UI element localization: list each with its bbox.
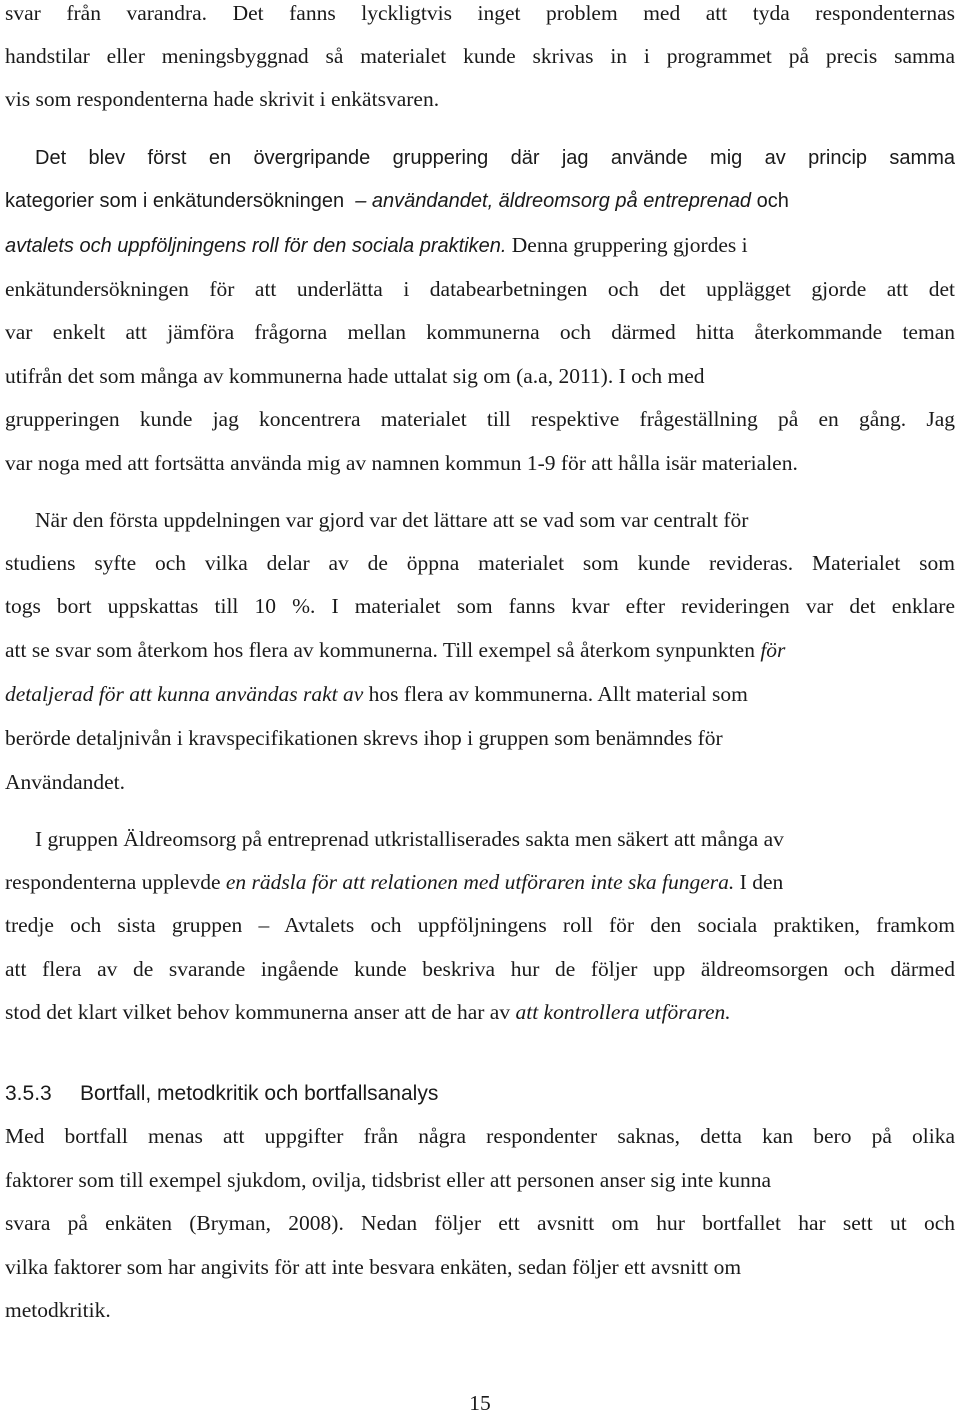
text-line: svara på enkäten (Bryman, 2008). Nedan följer ett avsnitt om hur bortfallet har sett ut och bbox=[5, 1211, 955, 1235]
text-line bbox=[5, 231, 955, 260]
text-line: vilka faktorer som har angivits för att inte besvara enkäten, sedan följer ett avsnitt om bbox=[5, 1255, 742, 1279]
emphasis: för bbox=[760, 638, 786, 662]
page-number: 15 bbox=[469, 1391, 491, 1415]
text-line: berörde detaljnivån i kravspecifikationen skrevs ihop i gruppen som benämndes för bbox=[5, 726, 723, 750]
text-run: Denna gruppering gjordes i bbox=[511, 233, 748, 257]
section-heading bbox=[5, 1080, 438, 1108]
text-line: metodkritik. bbox=[5, 1298, 111, 1322]
text-line: grupperingen kunde jag koncentrera materialet till respektive frågeställning på en gång. Jag bbox=[5, 407, 955, 431]
text-line: Användandet. bbox=[5, 770, 126, 794]
text-run: stod det klart vilket behov kommunerna anser att de har av bbox=[5, 1000, 511, 1024]
text-line bbox=[5, 998, 955, 1026]
text-line bbox=[5, 187, 955, 215]
text-line: faktorer som till exempel sjukdom, ovilja, tidsbrist eller att personen anser sig inte kunna bbox=[5, 1168, 772, 1192]
text-line: utifrån det som många av kommunerna hade uttalat sig om (a.a, 2011). I och med bbox=[5, 364, 705, 388]
text-line: handstilar eller meningsbyggnad så materialet kunde skrivas in i programmet på precis samma bbox=[5, 44, 955, 68]
text-line: att flera av de svarande ingående kunde beskriva hur de följer upp äldreomsorgen och därmed bbox=[5, 957, 955, 981]
text-run: hos flera av kommunerna. Allt material som bbox=[368, 682, 748, 706]
emphasis: detaljerad för att kunna användas rakt av bbox=[5, 682, 364, 706]
text-line: var enkelt att jämföra frågorna mellan kommunerna och därmed hitta återkommande teman bbox=[5, 320, 955, 344]
text-line: När den första uppdelningen var gjord var det lättare att se vad som var centralt för bbox=[35, 508, 749, 532]
text-line: Det blev först en övergripande gruppering där jag använde mig av princip samma bbox=[35, 147, 955, 169]
text-line bbox=[5, 868, 955, 896]
section-number: 3.5.3 bbox=[5, 1082, 52, 1105]
emphasis: en rädsla för att relationen med utföraren inte ska fungera. bbox=[225, 870, 735, 894]
text-line: var noga med att fortsätta använda mig av namnen kommun 1-9 för att hålla isär materialen. bbox=[5, 451, 798, 475]
text-run: kategorier som i enkätundersökningen bbox=[5, 190, 345, 212]
text-line: svar från varandra. Det fanns lyckligtvis inget problem med att tyda respondenternas bbox=[5, 1, 955, 25]
text-line: I gruppen Äldreomsorg på entreprenad utkristalliserades sakta men säkert att många av bbox=[35, 827, 784, 851]
emphasis: avtalets och uppföljningens roll för den sociala praktiken. bbox=[5, 235, 507, 257]
text-line: Med bortfall menas att uppgifter från några respondenter saknas, detta kan bero på olika bbox=[5, 1124, 955, 1148]
emphasis: att kontrollera utföraren. bbox=[515, 1000, 731, 1024]
text-line bbox=[5, 680, 955, 708]
text-line: enkätundersökningen för att underlätta i databearbetningen och det upplägget gjorde att det bbox=[5, 277, 955, 301]
section-title: Bortfall, metodkritik och bortfallsanalys bbox=[80, 1082, 439, 1105]
emphasis: – användandet, äldreomsorg på entreprenad bbox=[355, 190, 752, 212]
text-line: tredje och sista gruppen – Avtalets och uppföljningens roll för den sociala praktiken, framkom bbox=[5, 913, 955, 937]
text-run: respondenterna upplevde bbox=[5, 870, 221, 894]
text-run: och bbox=[756, 190, 789, 212]
text-run: att se svar som återkom hos flera av kommunerna. Till exempel så återkom synpunkten bbox=[5, 638, 755, 662]
text-line: studiens syfte och vilka delar av de öppna materialet som kunde revideras. Materialet som bbox=[5, 551, 955, 575]
text-line: togs bort uppskattas till 10 %. I materialet som fanns kvar efter revideringen var det enklare bbox=[5, 594, 955, 618]
text-run: I den bbox=[739, 870, 784, 894]
text-line bbox=[5, 636, 955, 664]
text-line: vis som respondenterna hade skrivit i enkätsvaren. bbox=[5, 87, 440, 111]
